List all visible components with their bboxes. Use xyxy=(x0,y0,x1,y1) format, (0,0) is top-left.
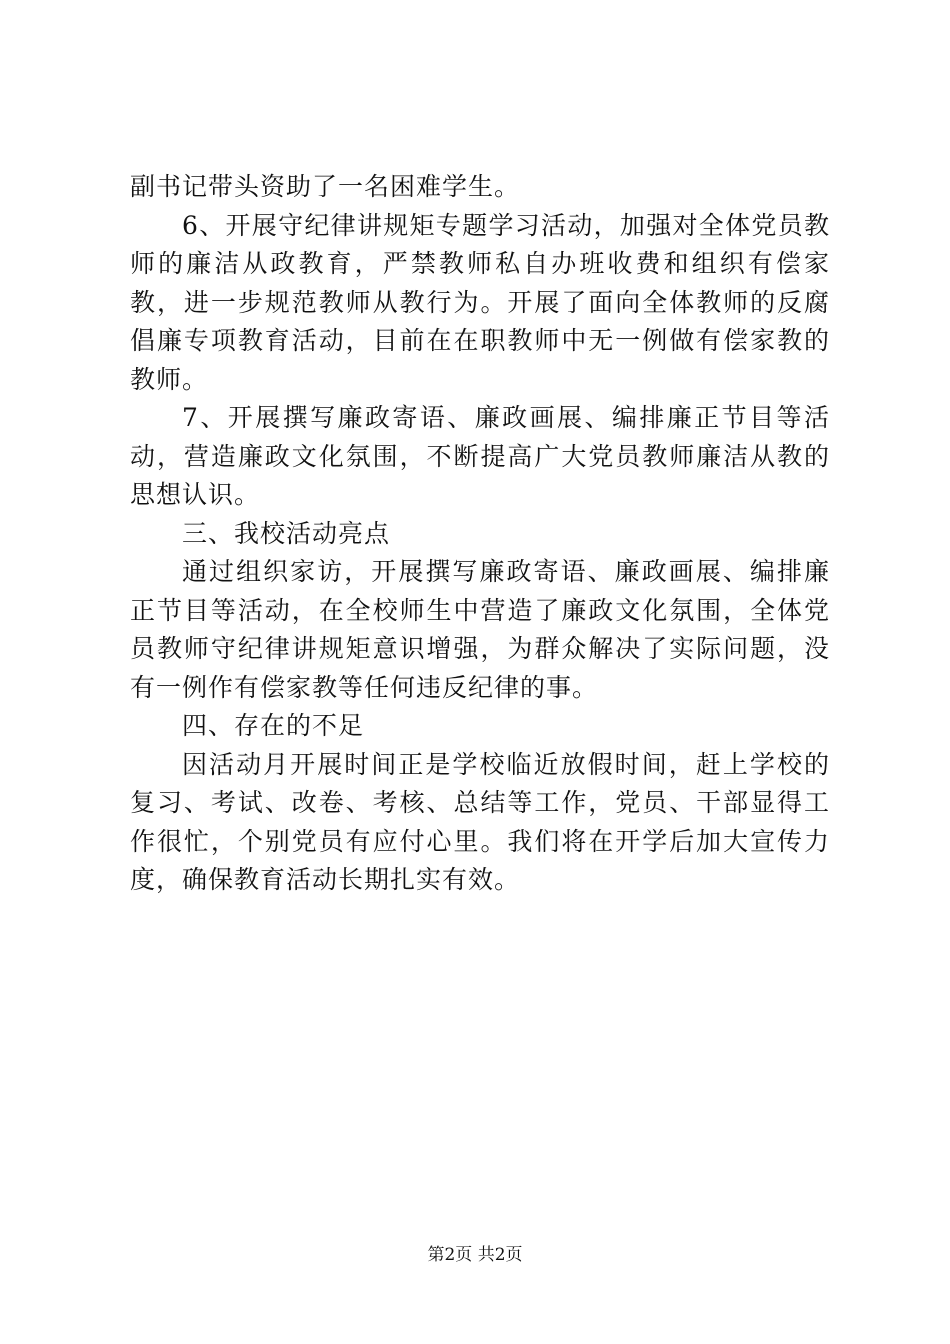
section-heading-highlights: 三、我校活动亮点 xyxy=(182,518,391,548)
section-heading-shortcomings: 四、存在的不足 xyxy=(182,711,365,740)
document-body xyxy=(130,168,830,900)
page-footer: 第2页 共2页 xyxy=(427,1245,523,1265)
paragraph-item-6: 6、开展守纪律讲规矩专题学习活动，加强对全体党员教师的廉洁从政教育，严禁教师私自办班收费和组织有偿家教，进一步规范教师从教行为。开展了面向全体教师的反腐倡廉专项教育活动，目前在在职教师中无一例做有偿家教的教师。 xyxy=(130,210,830,394)
paragraph-highlights: 通过组织家访，开展撰写廉政寄语、廉政画展、编排廉正节目等活动，在全校师生中营造了廉政文化氛围，全体党员教师守纪律讲规矩意识增强，为群众解决了实际问题，没有一例作有偿家教等任何违反纪律的事。 xyxy=(130,557,830,702)
paragraph-item-7: 7、开展撰写廉政寄语、廉政画展、编排廉正节目等活动，营造廉政文化氛围，不断提高广大党员教师廉洁从教的思想认识。 xyxy=(130,403,830,509)
paragraph-shortcomings: 因活动月开展时间正是学校临近放假时间，赶上学校的复习、考试、改卷、考核、总结等工作，党员、干部显得工作很忙，个别党员有应付心里。我们将在开学后加大宣传力度，确保教育活动长期扎实有效。 xyxy=(130,749,830,894)
paragraph-continuation: 副书记带头资助了一名困难学生。 xyxy=(130,172,521,201)
